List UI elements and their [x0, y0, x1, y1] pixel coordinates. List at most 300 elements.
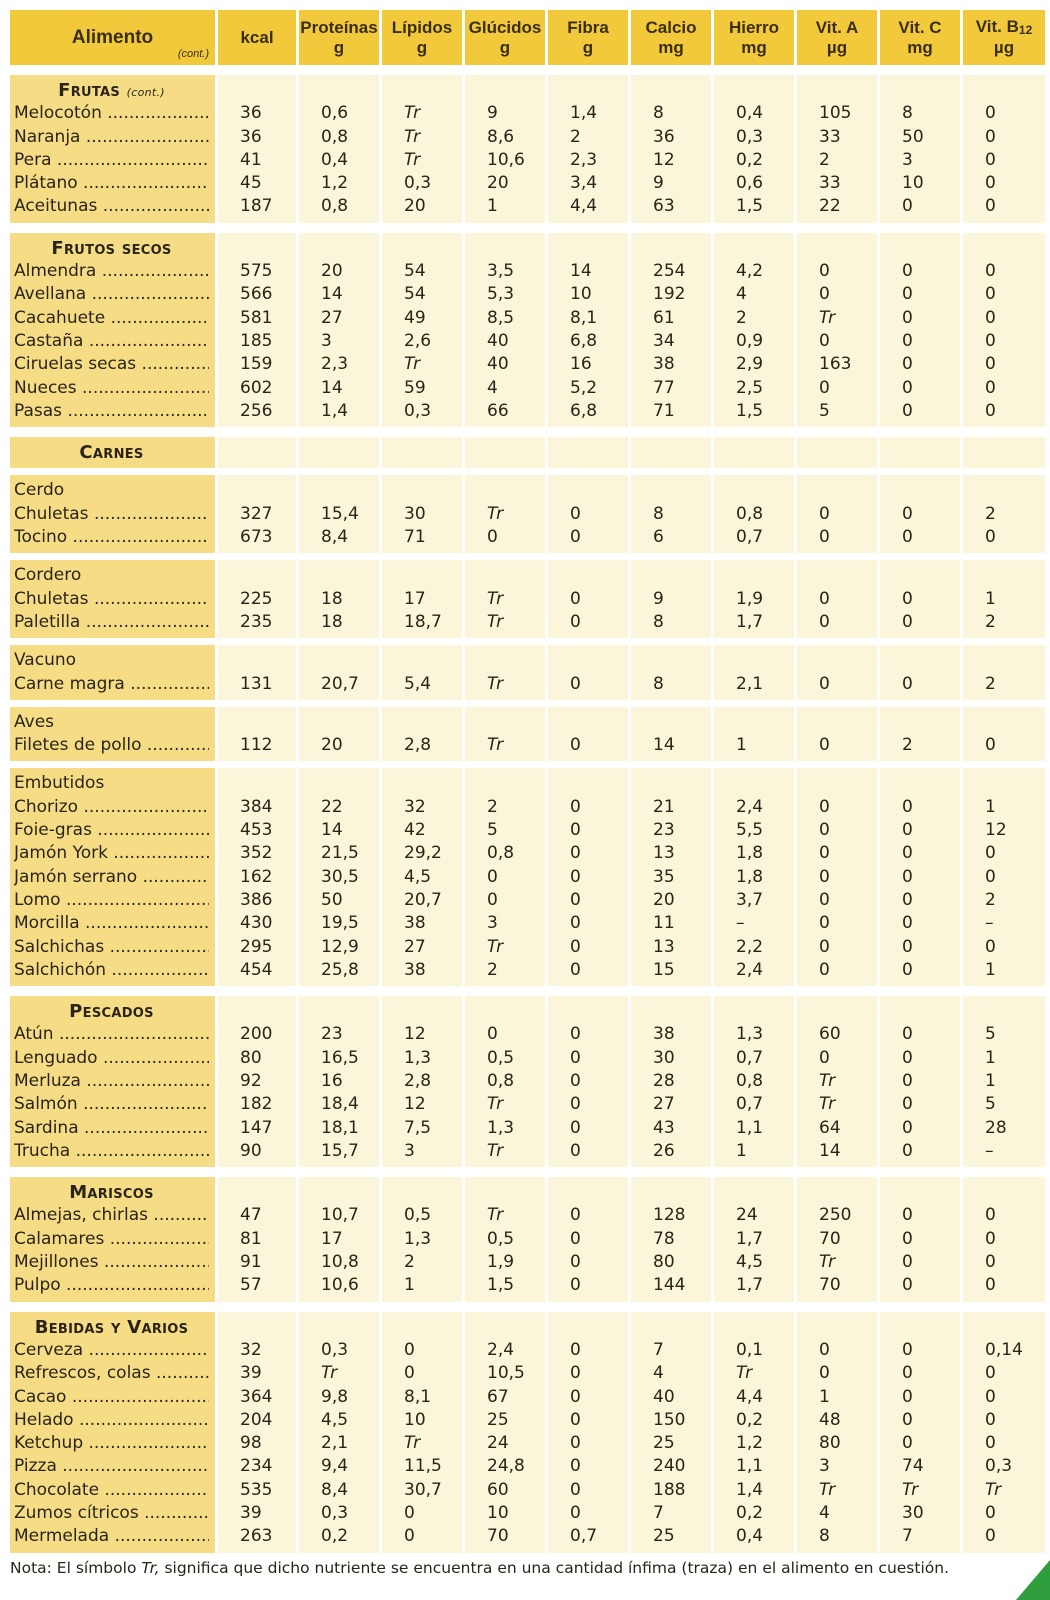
nutrient-value [548, 283, 628, 306]
nutrient-value [548, 1023, 628, 1046]
nutrient-column [797, 707, 877, 762]
nutrient-column [631, 707, 711, 762]
value-text: 15,4 [321, 503, 359, 524]
nutrient-value [797, 1455, 877, 1478]
value-text: 0 [985, 527, 996, 548]
header-food-cont: (cont.) [177, 48, 209, 61]
nutrient-value [714, 1047, 794, 1070]
value-text: 0 [985, 843, 996, 864]
nutrition-table [10, 10, 1045, 1577]
value-text: 0 [902, 796, 913, 817]
nutrient-value [631, 1047, 711, 1070]
nutrient-value [714, 1093, 794, 1116]
nutrient-value [880, 1140, 960, 1163]
value-text: 0 [902, 843, 913, 864]
nutrient-value [880, 1502, 960, 1525]
nutrient-column [797, 560, 877, 638]
value-text: 0 [570, 1433, 581, 1454]
spacer [880, 79, 960, 102]
nutrient-value [299, 1362, 379, 1385]
nutrient-value [465, 149, 545, 172]
nutrient-value [548, 1274, 628, 1297]
nutrient-value [218, 588, 296, 611]
nutrient-value [797, 126, 877, 149]
nutrient-value [631, 588, 711, 611]
nutrient-value [382, 1047, 462, 1070]
value-text: 59 [404, 377, 426, 398]
nutrient-column [382, 75, 462, 223]
nutrient-value [218, 796, 296, 819]
spacer [465, 479, 545, 502]
nutrient-column [631, 475, 711, 553]
value-text: 10,6 [487, 149, 525, 170]
nutrient-value [548, 377, 628, 400]
nutrient-column [548, 707, 628, 762]
value-text: 2 [985, 889, 996, 910]
nutrient-value [382, 611, 462, 634]
nutrient-value [631, 260, 711, 283]
food-name: Naranja ..... [14, 126, 209, 149]
value-text: 20 [487, 173, 509, 194]
nutrient-value [548, 1455, 628, 1478]
value-text: 4,5 [404, 866, 432, 887]
value-text: Tr [487, 503, 504, 524]
value-text: 0,2 [321, 1526, 349, 1547]
nutrient-value [714, 1432, 794, 1455]
spacer [631, 1181, 711, 1204]
value-text: 36 [240, 126, 262, 147]
spacer [714, 772, 794, 795]
value-text: 0 [570, 673, 581, 694]
nutrient-value [714, 866, 794, 889]
value-text: 1,3 [487, 1117, 515, 1138]
value-text: 566 [240, 284, 273, 305]
nutrient-value [714, 1117, 794, 1140]
value-text: 4,5 [321, 1409, 349, 1430]
nutrient-value [797, 1274, 877, 1297]
nutrient-column [880, 233, 960, 427]
value-text: 0,7 [736, 1094, 764, 1115]
value-text: 27 [404, 936, 426, 957]
section-title-note: (cont.) [126, 86, 165, 99]
food-name: Pizza ..... [14, 1455, 209, 1478]
nutrient-value [548, 1140, 628, 1163]
value-text: 5,2 [570, 377, 598, 398]
nutrient-value [880, 734, 960, 757]
nutrient-value [299, 936, 379, 959]
spacer [382, 564, 462, 587]
nutrient-value [218, 1204, 296, 1227]
section-title [14, 1181, 209, 1204]
food-name: Cerveza ..... [14, 1339, 209, 1362]
value-text: 3 [321, 330, 332, 351]
value-text: 21,5 [321, 843, 359, 864]
value-text: 0,2 [736, 1409, 764, 1430]
table-body [10, 75, 1045, 1553]
value-text: 33 [819, 173, 841, 194]
value-text: 24 [487, 1433, 509, 1454]
value-text: 0,3 [404, 173, 432, 194]
nutrient-value [548, 172, 628, 195]
value-text: 0 [570, 503, 581, 524]
value-text: 3 [404, 1140, 415, 1161]
value-text: 1,4 [321, 400, 349, 421]
value-text: 0 [985, 173, 996, 194]
nutrient-value [797, 819, 877, 842]
value-text: 5,3 [487, 284, 515, 305]
nutrient-value [963, 842, 1045, 865]
spacer [880, 1316, 960, 1339]
footnote [10, 1559, 1045, 1577]
nutrient-value [465, 400, 545, 423]
value-text: 80 [240, 1047, 262, 1068]
value-text: 8 [653, 503, 664, 524]
food-name: Cacahuete ..... [14, 307, 209, 330]
value-text: 42 [404, 820, 426, 841]
value-text: 2,4 [487, 1339, 515, 1360]
nutrient-value [797, 936, 877, 959]
nutrient-value [797, 734, 877, 757]
value-text: 49 [404, 307, 426, 328]
value-text: 0,14 [985, 1339, 1023, 1360]
nutrient-value [963, 353, 1045, 376]
header-col-unit: g [333, 37, 345, 57]
spacer [465, 79, 545, 102]
nutrient-value [880, 377, 960, 400]
value-text: 0,7 [736, 527, 764, 548]
value-text: 128 [653, 1205, 686, 1226]
nutrient-value [880, 102, 960, 125]
food-name: Sardina ..... [14, 1117, 209, 1140]
nutrient-column [631, 768, 711, 986]
nutrient-column [714, 75, 794, 223]
value-text: 0,8 [487, 1070, 515, 1091]
nutrient-value [963, 260, 1045, 283]
nutrient-value [963, 1362, 1045, 1385]
value-text: 0 [985, 866, 996, 887]
spacer [963, 1316, 1045, 1339]
nutrient-value [631, 149, 711, 172]
value-text: 0 [570, 611, 581, 632]
section-title: Carnes [79, 442, 144, 464]
spacer [218, 711, 296, 734]
value-text: 7 [653, 1339, 664, 1360]
spacer [631, 1316, 711, 1339]
nutrient-value [382, 307, 462, 330]
nutrient-column [714, 645, 794, 700]
value-text: 0,7 [736, 1047, 764, 1068]
value-text: 0 [819, 503, 830, 524]
value-text: 5,5 [736, 820, 764, 841]
value-text: 535 [240, 1479, 273, 1500]
value-text: 0 [570, 1228, 581, 1249]
value-text: 188 [653, 1479, 686, 1500]
nutrient-column [880, 707, 960, 762]
value-text: 0 [570, 1205, 581, 1226]
nutrient-value [631, 1070, 711, 1093]
nutrient-column [631, 645, 711, 700]
value-text: 2 [487, 796, 498, 817]
nutrient-column [714, 996, 794, 1167]
value-text: 581 [240, 307, 273, 328]
value-text: 0,6 [736, 173, 764, 194]
nutrient-value [714, 307, 794, 330]
value-text: 64 [819, 1117, 841, 1138]
nutrient-value [382, 866, 462, 889]
value-text: 453 [240, 820, 273, 841]
spacer [797, 1316, 877, 1339]
nutrient-column [963, 768, 1045, 986]
food-name: Pasas ..... [14, 400, 209, 423]
nutrient-column [465, 768, 545, 986]
value-text: 1,7 [736, 611, 764, 632]
header-col [631, 10, 711, 65]
nutrient-value [548, 1409, 628, 1432]
nutrient-value [382, 842, 462, 865]
value-text: Tr [404, 354, 421, 375]
nutrient-value [382, 283, 462, 306]
food-column [10, 560, 215, 638]
nutrient-value [299, 912, 379, 935]
nutrient-value [880, 1204, 960, 1227]
nutrient-value [631, 377, 711, 400]
nutrient-value [465, 1479, 545, 1502]
spacer [714, 1000, 794, 1023]
value-text: 6 [653, 527, 664, 548]
nutrient-value [218, 1047, 296, 1070]
nutrient-value [218, 1228, 296, 1251]
nutrient-column [797, 1177, 877, 1301]
value-text: 50 [321, 889, 343, 910]
nutrient-value [382, 912, 462, 935]
nutrient-value [548, 330, 628, 353]
value-text: 8 [819, 1526, 830, 1547]
food-name: Castaña ..... [14, 330, 209, 353]
value-text: 0 [819, 330, 830, 351]
value-text: 150 [653, 1409, 686, 1430]
nutrient-value [880, 936, 960, 959]
nutrient-value [797, 195, 877, 218]
nutrient-value [631, 796, 711, 819]
nutrient-value [382, 1362, 462, 1385]
spacer [797, 649, 877, 672]
value-text: 2,8 [404, 735, 432, 756]
nutrient-column [548, 560, 628, 638]
header-col-name: Vit. B [975, 17, 1019, 37]
nutrient-column [714, 560, 794, 638]
nutrient-value [382, 1432, 462, 1455]
nutrient-value [631, 102, 711, 125]
value-text: 17 [404, 588, 426, 609]
nutrient-column [218, 1177, 296, 1301]
value-text: 50 [902, 126, 924, 147]
header-col-unit: g [582, 37, 594, 57]
value-text: 0 [902, 377, 913, 398]
value-text: 3 [819, 1456, 830, 1477]
value-text: 29,2 [404, 843, 442, 864]
nutrient-value [548, 1117, 628, 1140]
spacer [880, 237, 960, 260]
nutrient-value [880, 1023, 960, 1046]
nutrient-value [218, 1339, 296, 1362]
nutrient-value [299, 734, 379, 757]
nutrient-column [880, 1177, 960, 1301]
nutrient-value [797, 1432, 877, 1455]
nutrient-value [548, 503, 628, 526]
value-text: 0 [985, 354, 996, 375]
value-text: 254 [653, 261, 686, 282]
value-text: 144 [653, 1275, 686, 1296]
value-text: 0 [902, 284, 913, 305]
nutrient-value [880, 307, 960, 330]
nutrient-value [382, 889, 462, 912]
nutrient-value [797, 377, 877, 400]
nutrient-value [797, 1140, 877, 1163]
value-text: 1,7 [736, 1228, 764, 1249]
spacer [963, 772, 1045, 795]
nutrient-value [218, 819, 296, 842]
spacer [299, 1316, 379, 1339]
nutrient-column [548, 75, 628, 223]
nutrient-value [299, 1502, 379, 1525]
value-text: 0 [487, 527, 498, 548]
nutrient-column [631, 1177, 711, 1301]
value-text: 2 [404, 1252, 415, 1273]
nutrient-value [465, 377, 545, 400]
value-text: 12 [404, 1024, 426, 1045]
nutrient-value [880, 1339, 960, 1362]
nutrient-column [714, 768, 794, 986]
nutrient-value [548, 912, 628, 935]
value-text: 1 [736, 735, 747, 756]
value-text: 30,7 [404, 1479, 442, 1500]
value-text: 0 [819, 796, 830, 817]
nutrient-column [797, 645, 877, 700]
value-text: 16 [321, 1070, 343, 1091]
spacer [218, 1181, 296, 1204]
nutrient-value [548, 307, 628, 330]
nutrient-value [299, 796, 379, 819]
nutrient-value [714, 526, 794, 549]
food-group [10, 475, 1045, 553]
value-text: 0,5 [404, 1205, 432, 1226]
header-col-unit: mg [741, 37, 767, 57]
value-text: 0 [902, 866, 913, 887]
value-text: 235 [240, 611, 273, 632]
spacer [880, 1181, 960, 1204]
nutrient-column [963, 996, 1045, 1167]
value-text: 0 [570, 796, 581, 817]
value-text: 3,7 [736, 889, 764, 910]
nutrient-value [218, 734, 296, 757]
value-text: 0 [404, 1363, 415, 1384]
nutrient-value [299, 1339, 379, 1362]
group-subtitle: Vacuno [14, 650, 77, 671]
value-text: 295 [240, 936, 273, 957]
nutrient-value [382, 796, 462, 819]
header-col [465, 10, 545, 65]
nutrient-value [299, 1251, 379, 1274]
nutrient-value [797, 1362, 877, 1385]
food-name: Jamón York ..... [14, 842, 209, 865]
value-text: 36 [653, 126, 675, 147]
value-text: 0 [570, 1339, 581, 1360]
spacer [299, 1181, 379, 1204]
nutrient-value [548, 1386, 628, 1409]
nutrient-value [465, 734, 545, 757]
group-subtitle: Cordero [14, 565, 82, 586]
nutrient-value [631, 307, 711, 330]
nutrient-value [963, 400, 1045, 423]
nutrient-value [382, 959, 462, 982]
nutrient-value [963, 172, 1045, 195]
nutrient-value [548, 1525, 628, 1548]
nutrient-value [880, 1386, 960, 1409]
value-text: 1,9 [487, 1252, 515, 1273]
value-text: 2,1 [736, 673, 764, 694]
value-text: 20,7 [321, 673, 359, 694]
nutrient-value [631, 1362, 711, 1385]
nutrient-value [880, 842, 960, 865]
spacer [299, 711, 379, 734]
spacer [714, 479, 794, 502]
value-text: 0 [819, 959, 830, 980]
value-text: 147 [240, 1117, 273, 1138]
section-title-text: Bebidas y Varios [34, 1316, 189, 1338]
spacer [548, 1000, 628, 1023]
nutrient-column [963, 233, 1045, 427]
value-text: 8,4 [321, 1479, 349, 1500]
nutrient-value [797, 588, 877, 611]
nutrient-value [382, 503, 462, 526]
value-text: 60 [819, 1024, 841, 1045]
nutrient-value [631, 842, 711, 865]
value-text: 5,4 [404, 673, 432, 694]
value-text: – [736, 913, 745, 934]
nutrient-column [299, 645, 379, 700]
nutrient-value [465, 1432, 545, 1455]
value-text: 0 [819, 527, 830, 548]
nutrient-value [465, 796, 545, 819]
value-text: 0,8 [736, 1070, 764, 1091]
nutrient-column [963, 645, 1045, 700]
group-subtitle: Cerdo [14, 480, 65, 501]
header-col-unit: mg [658, 37, 684, 57]
nutrient-value [631, 283, 711, 306]
nutrient-value [299, 1455, 379, 1478]
value-text: Tr [819, 307, 836, 328]
nutrient-column [218, 75, 296, 223]
value-text: 10,5 [487, 1363, 525, 1384]
nutrient-value [548, 796, 628, 819]
nutrient-value [382, 819, 462, 842]
spacer [797, 564, 877, 587]
nutrient-column [797, 75, 877, 223]
data-cell [797, 437, 877, 468]
nutrient-value [299, 260, 379, 283]
value-text: 26 [653, 1140, 675, 1161]
spacer [880, 479, 960, 502]
value-text: 77 [653, 377, 675, 398]
nutrient-column [382, 1312, 462, 1553]
nutrient-value [299, 1140, 379, 1163]
value-text: 30,5 [321, 866, 359, 887]
food-column [10, 475, 215, 553]
nutrient-value [880, 260, 960, 283]
value-text: 25 [653, 1433, 675, 1454]
spacer [548, 237, 628, 260]
nutrient-value [548, 1362, 628, 1385]
